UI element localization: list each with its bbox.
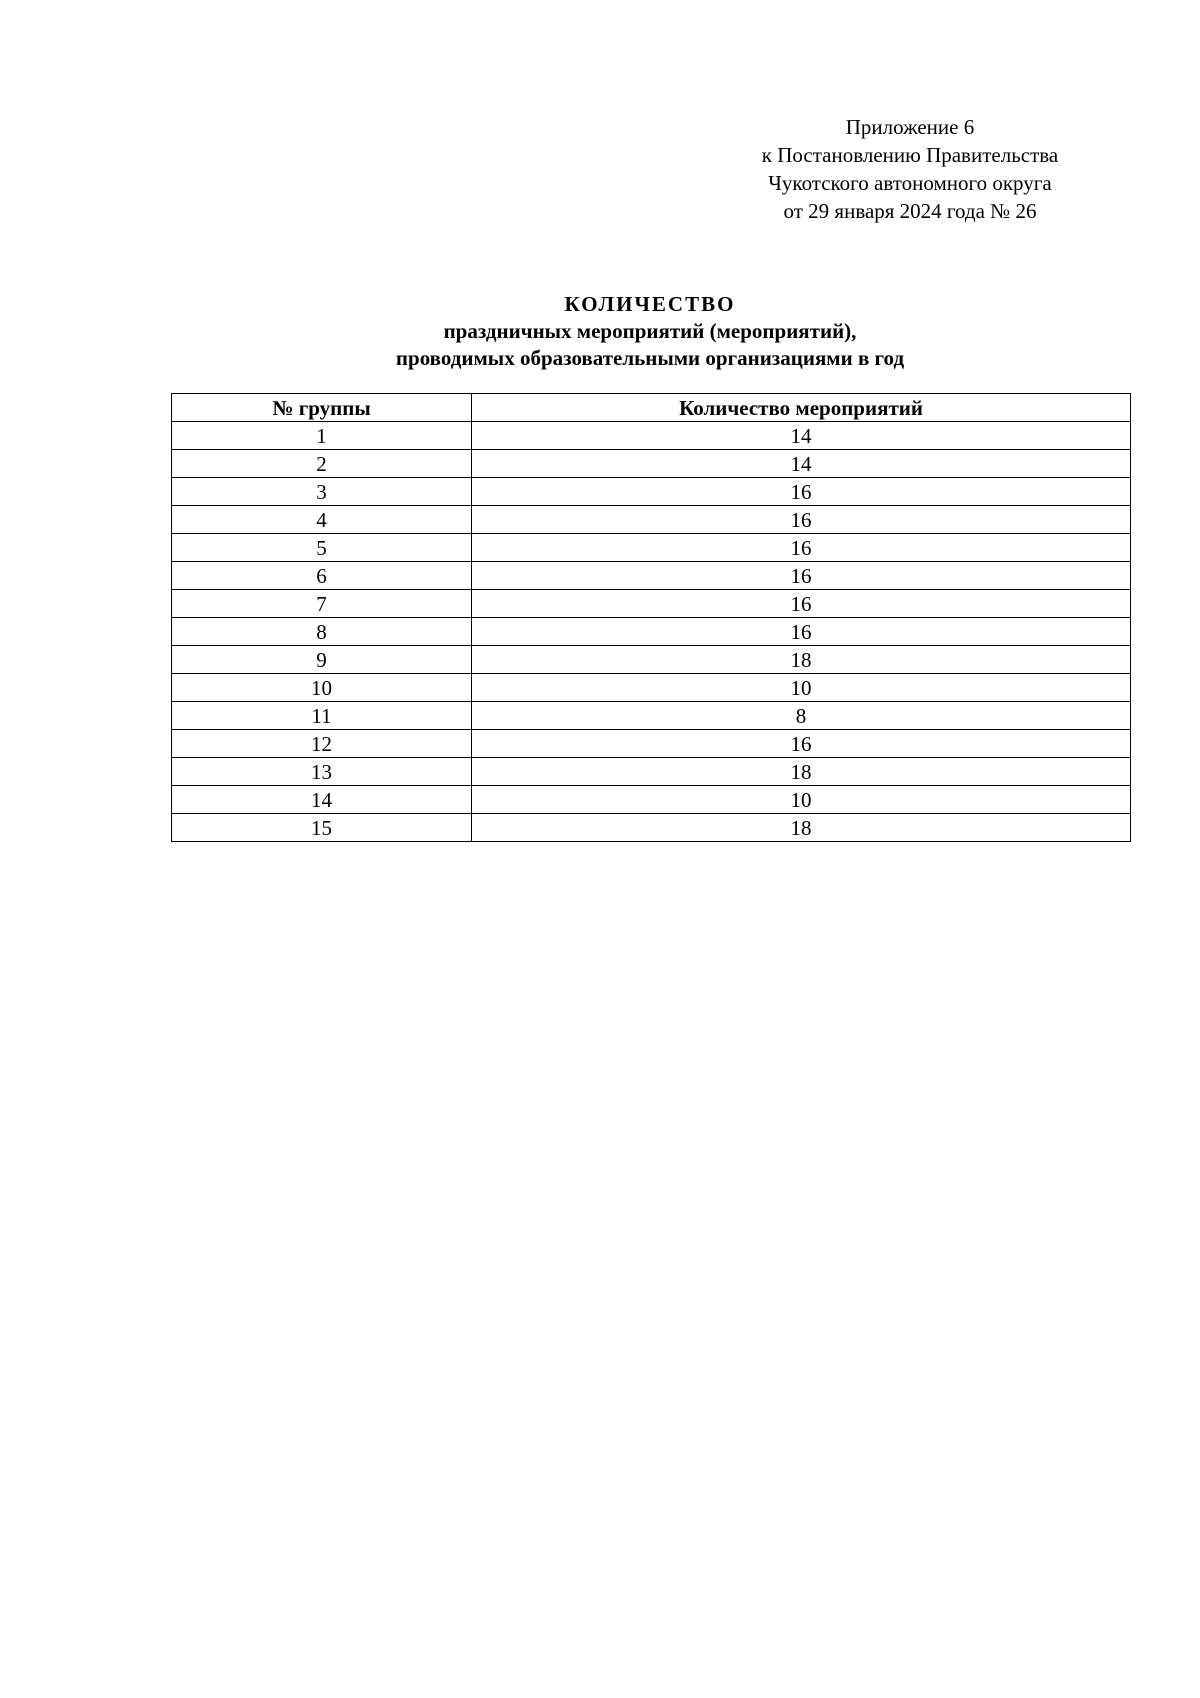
cell-event-count: 8 bbox=[472, 702, 1131, 730]
table-row bbox=[172, 562, 1131, 590]
table-row bbox=[172, 702, 1131, 730]
cell-group-number: 13 bbox=[172, 758, 472, 786]
cell-group-number: 12 bbox=[172, 730, 472, 758]
cell-event-count: 18 bbox=[472, 758, 1131, 786]
table-row bbox=[172, 758, 1131, 786]
cell-event-count: 14 bbox=[472, 422, 1131, 450]
appendix-line: от 29 января 2024 года № 26 bbox=[783, 199, 1037, 223]
title-subtitle-line-2: проводимых образовательными организациями в год bbox=[395, 346, 905, 370]
cell-group-number: 2 bbox=[172, 450, 472, 478]
cell-group-number: 14 bbox=[172, 786, 472, 814]
table-row bbox=[172, 506, 1131, 534]
appendix-line: к Постановлению Правительства bbox=[761, 143, 1059, 167]
cell-group-number: 10 bbox=[172, 674, 472, 702]
table-header-row bbox=[172, 394, 1131, 422]
cell-event-count: 16 bbox=[472, 506, 1131, 534]
cell-group-number: 8 bbox=[172, 618, 472, 646]
appendix-line: Чукотского автономного округа bbox=[768, 171, 1052, 195]
cell-event-count: 16 bbox=[472, 618, 1131, 646]
cell-group-number: 3 bbox=[172, 478, 472, 506]
cell-group-number: 5 bbox=[172, 534, 472, 562]
table-row bbox=[172, 618, 1131, 646]
document-title bbox=[0, 290, 1200, 372]
table-row bbox=[172, 646, 1131, 674]
table-row bbox=[172, 590, 1131, 618]
table-row bbox=[172, 534, 1131, 562]
events-table bbox=[171, 393, 1131, 842]
header-event-count: Количество мероприятий bbox=[472, 394, 1131, 422]
cell-event-count: 10 bbox=[472, 786, 1131, 814]
cell-group-number: 9 bbox=[172, 646, 472, 674]
cell-group-number: 15 bbox=[172, 814, 472, 842]
cell-event-count: 16 bbox=[472, 562, 1131, 590]
table-row bbox=[172, 478, 1131, 506]
cell-group-number: 11 bbox=[172, 702, 472, 730]
appendix-reference bbox=[720, 113, 1100, 225]
header-group-number: № группы bbox=[172, 394, 472, 422]
cell-group-number: 1 bbox=[172, 422, 472, 450]
title-subtitle-line-1: праздничных мероприятий (мероприятий), bbox=[443, 319, 857, 343]
table-row bbox=[172, 674, 1131, 702]
cell-event-count: 10 bbox=[472, 674, 1131, 702]
title-main: КОЛИЧЕСТВО bbox=[564, 292, 736, 316]
cell-group-number: 4 bbox=[172, 506, 472, 534]
cell-event-count: 16 bbox=[472, 478, 1131, 506]
cell-event-count: 16 bbox=[472, 730, 1131, 758]
table-row bbox=[172, 730, 1131, 758]
cell-event-count: 16 bbox=[472, 534, 1131, 562]
cell-event-count: 18 bbox=[472, 814, 1131, 842]
cell-event-count: 16 bbox=[472, 590, 1131, 618]
cell-group-number: 7 bbox=[172, 590, 472, 618]
cell-event-count: 18 bbox=[472, 646, 1131, 674]
cell-event-count: 14 bbox=[472, 450, 1131, 478]
table-row bbox=[172, 814, 1131, 842]
cell-group-number: 6 bbox=[172, 562, 472, 590]
table-row bbox=[172, 422, 1131, 450]
table-row bbox=[172, 786, 1131, 814]
appendix-line: Приложение 6 bbox=[845, 115, 975, 139]
table-row bbox=[172, 450, 1131, 478]
